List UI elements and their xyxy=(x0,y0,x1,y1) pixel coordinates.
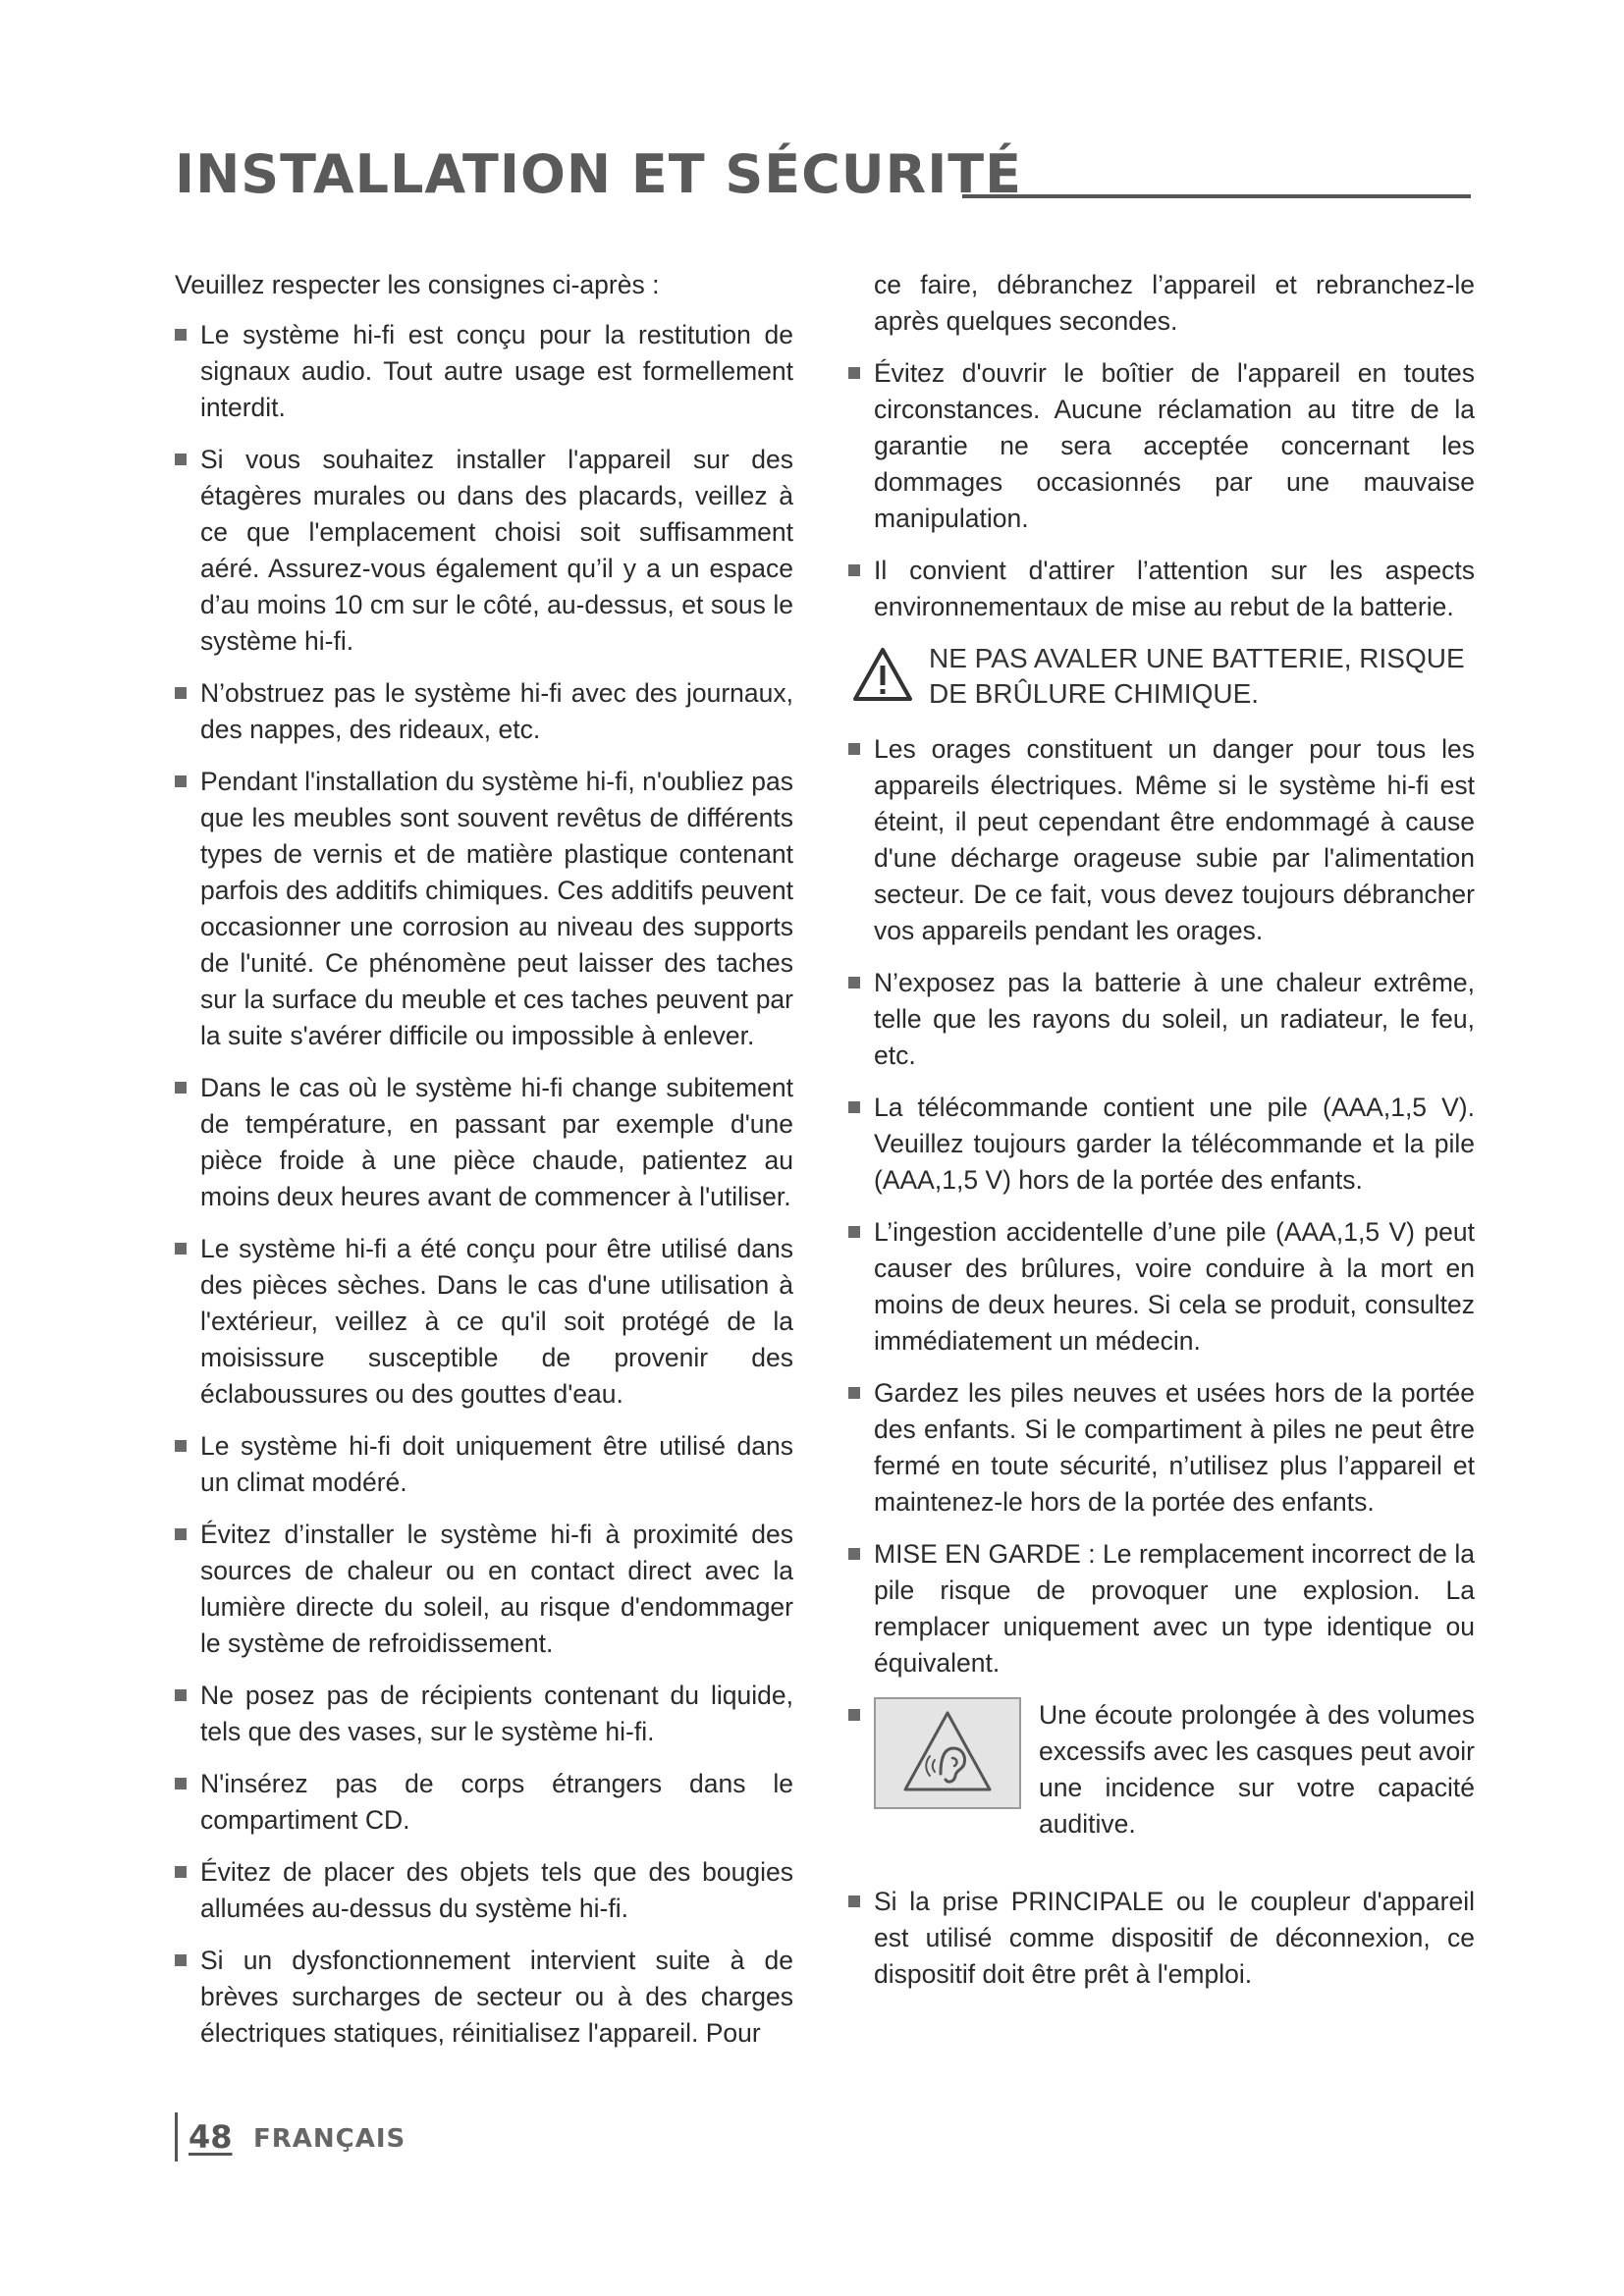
list-item: Pendant l'installation du système hi-fi, n'oubliez pas que les meubles sont souvent revêtus de différents types de vernis et de matière plastique contenant parfois des additifs chimiques. Ces additifs peuvent occasionner une corrosion au niveau des supports de l'unité. Ce phénomène peut laisser des taches sur la surface du meuble et ces taches peuvent par la suite s'avérer difficile ou impossible à enlever. xyxy=(175,764,793,1054)
battery-warning xyxy=(848,641,1475,712)
bullet-marker xyxy=(848,1709,860,1721)
left-column xyxy=(175,267,793,2067)
list-item: Les orages constituent un danger pour tous les appareils électriques. Même si le système hi-fi est éteint, il peut cependant être endommagé à cause d'une décharge orageuse subie par l'alimentation secteur. De ce fait, vous devez toujours débrancher vos appareils pendant les orages. xyxy=(848,731,1475,949)
list-item: Le système hi-fi a été conçu pour être utilisé dans des pièces sèches. Dans le cas d'une utilisation à l'extérieur, veillez à ce qu'il soit protégé de la moisissure susceptible de provenir des éclaboussures ou des gouttes d'eau. xyxy=(175,1231,793,1413)
footer-bar xyxy=(175,2112,178,2162)
list-item: N'insérez pas de corps étrangers dans le compartiment CD. xyxy=(175,1766,793,1839)
language-label: FRANÇAIS xyxy=(253,2124,406,2154)
list-item: Si vous souhaitez installer l'appareil sur des étagères murales ou dans des placards, veillez à ce que l'emplacement choisi soit suffisamment aéré. Assurez-vous également qu’il y a un espace d’au moins 10 cm sur le côté, au-dessus, et sous le système hi-fi. xyxy=(175,442,793,660)
hearing-warning xyxy=(848,1697,1475,1844)
list-item: MISE EN GARDE : Le remplacement incorrect de la pile risque de provoquer une explosion. La remplacer uniquement avec un type identique ou équivalent. xyxy=(848,1536,1475,1682)
title-rule xyxy=(962,194,1471,198)
page-number: 48 xyxy=(189,2118,233,2156)
list-item: Dans le cas où le système hi-fi change subitement de température, en passant par exemple d'une pièce froide à une pièce chaude, patientez au moins deux heures avant de commencer à l'utiliser. xyxy=(175,1070,793,1215)
hearing-protection-icon xyxy=(874,1697,1021,1809)
warning-triangle-icon xyxy=(852,647,913,702)
list-item: Le système hi-fi doit uniquement être utilisé dans un climat modéré. xyxy=(175,1428,793,1501)
list-item: N’obstruez pas le système hi-fi avec des journaux, des nappes, des rideaux, etc. xyxy=(175,675,793,748)
list-item: N’exposez pas la batterie à une chaleur extrême, telle que les rayons du soleil, un radiateur, le feu, etc. xyxy=(848,965,1475,1074)
intro-text: Veuillez respecter les consignes ci-après : xyxy=(175,270,660,299)
list-item: Si un dysfonctionnement intervient suite à de brèves surcharges de secteur ou à des charges électriques statiques, réinitialisez l'appareil. Pour xyxy=(175,1943,793,2052)
list-item: La télécommande contient une pile (AAA,1,5 V). Veuillez toujours garder la télécommande et la pile (AAA,1,5 V) hors de la portée des enfants. xyxy=(848,1090,1475,1199)
list-item: Évitez d’installer le système hi-fi à proximité des sources de chaleur ou en contact direct avec la lumière directe du soleil, au risque d'endommager le système de refroidissement. xyxy=(175,1517,793,1662)
list-item: Évitez de placer des objets tels que des bougies allumées au-dessus du système hi-fi. xyxy=(175,1854,793,1927)
list-item: Le système hi-fi est conçu pour la restitution de signaux audio. Tout autre usage est formellement interdit. xyxy=(175,317,793,426)
list-item: Ne posez pas de récipients contenant du liquide, tels que des vases, sur le système hi-fi. xyxy=(175,1678,793,1750)
page-header xyxy=(175,143,1471,212)
page-title: INSTALLATION ET SÉCURITÉ xyxy=(175,143,1023,205)
list-item: Évitez d'ouvrir le boîtier de l'appareil en toutes circonstances. Aucune réclamation au titre de la garantie ne sera acceptée concernant les dommages occasionnés par une mauvaise manipulation. xyxy=(848,355,1475,537)
right-column xyxy=(848,267,1475,2008)
list-item: Il convient d'attirer l’attention sur les aspects environnementaux de mise au rebut de la batterie. xyxy=(848,553,1475,625)
list-item: Gardez les piles neuves et usées hors de la portée des enfants. Si le compartiment à piles ne peut être fermé en toute sécurité, n’utilisez plus l’appareil et maintenez-le hors de la portée des enfants. xyxy=(848,1375,1475,1521)
warning-text: NE PAS AVALER UNE BATTERIE, RISQUE DE BRÛLURE CHIMIQUE. xyxy=(929,643,1465,709)
list-item: L’ingestion accidentelle d’une pile (AAA,1,5 V) peut causer des brûlures, voire conduire à la mort en moins de deux heures. Si cela se produit, consultez immédiatement un médecin. xyxy=(848,1214,1475,1360)
list-item: Si la prise PRINCIPALE ou le coupleur d'appareil est utilisé comme dispositif de déconnexion, ce dispositif doit être prêt à l'emploi. xyxy=(848,1884,1475,1993)
hearing-text: Une écoute prolongée à des volumes excessifs avec les casques peut avoir une incidence sur votre capacité auditive. xyxy=(1039,1700,1475,1839)
continued-text: ce faire, débranchez l’appareil et rebranchez-le après quelques secondes. xyxy=(874,270,1475,336)
